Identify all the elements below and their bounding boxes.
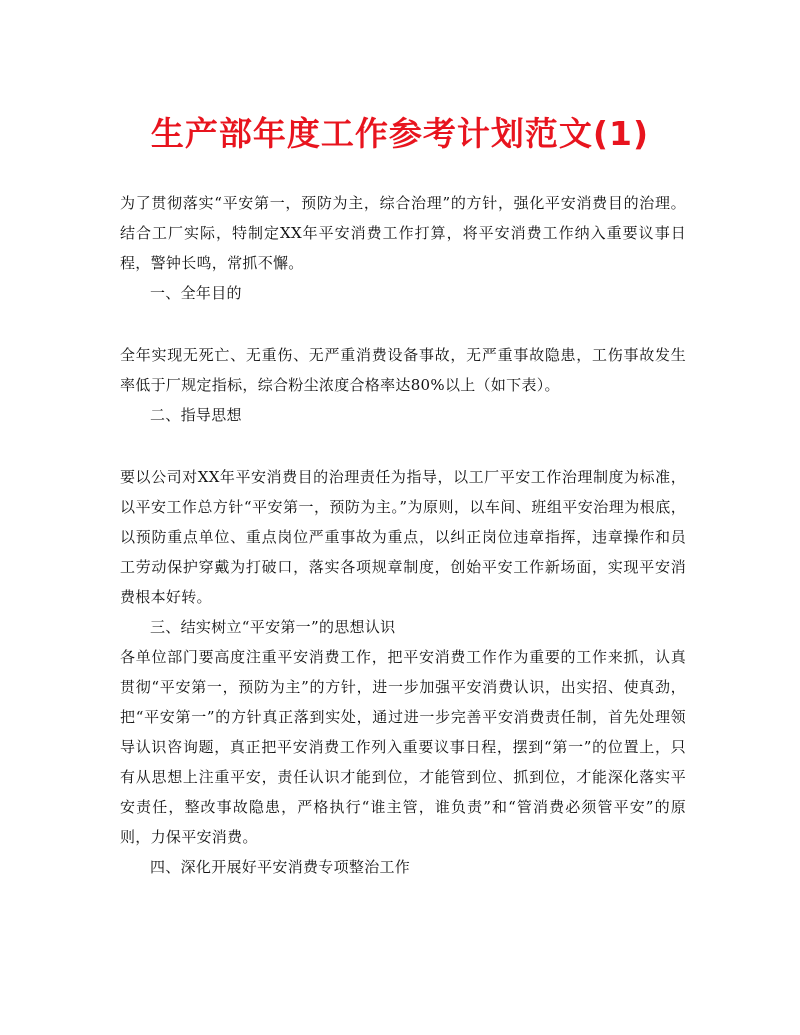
intro-paragraph: 为了贯彻落实“平安第一，预防为主，综合治理”的方针，强化平安消费目的治理。结合工厂实际，特制定XX年平安消费工作打算，将平安消费工作纳入重要议事日程，警钟长鸣，常抓不懈。 xyxy=(120,194,686,272)
document-body xyxy=(120,188,686,882)
section-text-guiding-thought: 要以公司对XX年平安消费目的治理责任为指导，以工厂平安工作治理制度为标准，以平安工作总方针“平安第一，预防为主。”为原则，以车间、班组平安治理为根底，以预防重点单位、重点岗位严重事故为重点，以纠正岗位违章指挥，违章操作和员工劳动保护穿戴为打破口，落实各项规章制度，创始平安工作新场面，实现平安消费根本好转。 xyxy=(120,468,686,606)
section-text-safety-awareness: 各单位部门要高度注重平安消费工作，把平安消费工作作为重要的工作来抓，认真贯彻“平安第一，预防为主”的方针，进一步加强平安消费认识，出实招、使真劲，把“平安第一”的方针真正落到实处，通过进一步完善平安消费责任制，首先处理领导认识咨询题，真正把平安消费工作列入重要议事日程，摆到“第一”的位置上，只有从思想上注重平安，责任认识才能到位，才能管到位、抓到位，才能深化落实平安责任，整改事故隐患，严格执行“谁主管，谁负责”和“管消费必须管平安”的原则，力保平安消费。 xyxy=(120,648,686,846)
section-text-goals: 全年实现无死亡、无重伤、无严重消费设备事故，无严重事故隐患，工伤事故发生率低于厂规定指标，综合粉尘浓度合格率达80%以上（如下表）。 xyxy=(120,346,686,394)
section-heading-goals: 一、全年目的 xyxy=(150,284,242,302)
section-heading-guiding-thought: 二、指导思想 xyxy=(150,406,242,424)
document-title: 生产部年度工作参考计划范文(1) xyxy=(150,114,650,153)
section-heading-special-rectification: 四、深化开展好平安消费专项整治工作 xyxy=(150,858,411,876)
section-heading-safety-awareness: 三、结实树立“平安第一”的思想认识 xyxy=(150,618,396,636)
